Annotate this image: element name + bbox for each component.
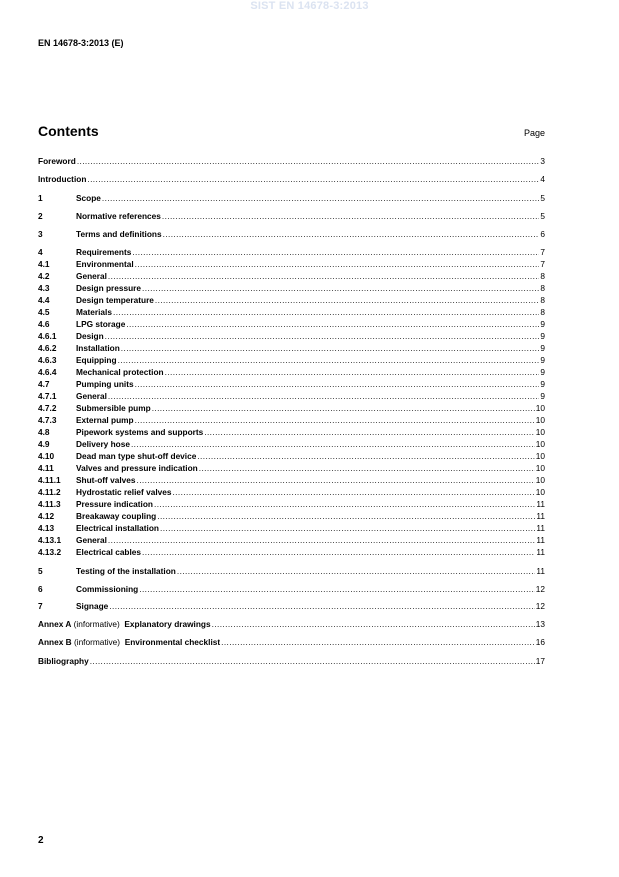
toc-entry-title: Annex B (informative) Environmental checklist: [38, 637, 221, 647]
toc-entry[interactable]: [38, 403, 545, 414]
toc-entry-page: 10: [535, 487, 545, 497]
toc-entry-number: 4.11.3: [38, 499, 61, 509]
toc-entry-title: Signage: [76, 601, 109, 611]
toc-entry-page: 10: [535, 403, 545, 413]
toc-entry[interactable]: [38, 283, 545, 294]
toc-entry[interactable]: [38, 475, 545, 486]
toc-dot-leader: [160, 523, 535, 534]
toc-entry-title: Design temperature: [76, 295, 154, 305]
toc-entry-number: 4.13.2: [38, 547, 62, 557]
toc-entry-title: External pump: [76, 415, 134, 425]
toc-entry-page: 12: [535, 584, 545, 594]
toc-entry-title: Requirements: [76, 247, 132, 257]
toc-entry-title: Pressure indication: [76, 499, 154, 509]
toc-entry-number: 4.4: [38, 295, 50, 305]
toc-dot-leader: [142, 283, 539, 294]
toc-entry-page: 10: [535, 415, 545, 425]
toc-entry[interactable]: [38, 193, 545, 204]
toc-entry-title: Dead man type shut-off device: [76, 451, 197, 461]
toc-dot-leader: [172, 487, 534, 498]
toc-entry-title: Shut-off valves: [76, 475, 136, 485]
toc-entry-qualifier: (informative): [71, 637, 125, 647]
toc-entry-page: 10: [535, 451, 545, 461]
toc-entry[interactable]: [38, 174, 545, 185]
toc-entry-number: 6: [38, 584, 43, 594]
toc-entry-title: Design: [76, 331, 104, 341]
toc-dot-leader: [126, 319, 539, 330]
toc-entry[interactable]: [38, 511, 545, 522]
toc-dot-leader: [142, 547, 535, 558]
toc-dot-leader: [108, 535, 535, 546]
toc-dot-leader: [135, 259, 540, 270]
toc-dot-leader: [139, 584, 535, 595]
toc-entry-number: 4.13: [38, 523, 55, 533]
toc-entry-page: 10: [535, 439, 545, 449]
toc-dot-leader: [77, 156, 540, 167]
toc-entry-page: 11: [536, 511, 545, 521]
toc-entry[interactable]: [38, 637, 545, 648]
toc-dot-leader: [136, 475, 534, 486]
toc-entry-number: 2: [38, 211, 43, 221]
toc-entry-page: 10: [535, 427, 545, 437]
toc-entry-subtitle: Environmental checklist: [124, 637, 221, 647]
toc-dot-leader: [108, 391, 539, 402]
toc-entry-title: Delivery hose: [76, 439, 130, 449]
toc-entry-number: 4.6.4: [38, 367, 57, 377]
toc-entry[interactable]: [38, 259, 545, 270]
toc-dot-leader: [102, 193, 539, 204]
toc-entry-title: Materials: [76, 307, 112, 317]
toc-dot-leader: [162, 211, 540, 222]
toc-entry-page: 10: [535, 475, 545, 485]
toc-dot-leader: [132, 247, 539, 258]
toc-dot-leader: [87, 174, 539, 185]
toc-entry-title: Commissioning: [76, 584, 139, 594]
toc-entry-number: 4: [38, 247, 43, 257]
toc-entry-title: Electrical cables: [76, 547, 142, 557]
toc-entry-number: 4.6: [38, 319, 50, 329]
toc-entry-page: 11: [536, 523, 545, 533]
toc-entry[interactable]: [38, 391, 545, 402]
toc-entry-number: 4.13.1: [38, 535, 62, 545]
toc-entry-page: 3: [540, 156, 545, 166]
toc-entry[interactable]: [38, 415, 545, 426]
toc-entry[interactable]: [38, 427, 545, 438]
toc-entry[interactable]: [38, 295, 545, 306]
toc-entry-title: Foreword: [38, 156, 76, 166]
toc-dot-leader: [199, 463, 535, 474]
toc-entry-page: 9: [540, 355, 545, 365]
toc-entry-page: 7: [540, 259, 545, 269]
toc-entry-number: 4.11.1: [38, 475, 61, 485]
toc-entry-title: Pumping units: [76, 379, 134, 389]
toc-dot-leader: [155, 295, 539, 306]
toc-entry-page: 7: [540, 247, 545, 257]
toc-entry-qualifier: (informative): [71, 619, 125, 629]
toc-dot-leader: [131, 439, 535, 450]
toc-dot-leader: [118, 355, 540, 366]
toc-entry[interactable]: [38, 271, 545, 282]
toc-entry-page: 5: [540, 211, 545, 221]
toc-entry-title: Introduction: [38, 174, 87, 184]
toc-entry[interactable]: [38, 367, 545, 378]
toc-entry-title: Mechanical protection: [76, 367, 164, 377]
toc-entry-title: Terms and definitions: [76, 229, 162, 239]
toc-entry-page: 9: [540, 319, 545, 329]
toc-dot-leader: [157, 511, 535, 522]
toc-entry-title: General: [76, 535, 107, 545]
contents-heading: Contents: [38, 123, 99, 139]
toc-dot-leader: [163, 229, 540, 240]
toc-entry-page: 12: [535, 601, 545, 611]
toc-entry-subtitle: Explanatory drawings: [124, 619, 211, 629]
toc-entry[interactable]: [38, 439, 545, 450]
toc-entry-number: 4.6.1: [38, 331, 57, 341]
toc-entry-page: 4: [540, 174, 545, 184]
toc-entry-number: 4.7.3: [38, 415, 57, 425]
toc-entry-title: Installation: [76, 343, 120, 353]
toc-entry-title: LPG storage: [76, 319, 126, 329]
toc-entry-page: 10: [535, 463, 545, 473]
toc-entry-title: Bibliography: [38, 656, 89, 666]
toc-entry-page: 6: [540, 229, 545, 239]
toc-entry-page: 9: [540, 379, 545, 389]
toc-entry-number: 7: [38, 601, 43, 611]
toc-entry[interactable]: [38, 355, 545, 366]
toc-entry-number: 4.6.3: [38, 355, 57, 365]
toc-entry-page: 9: [540, 391, 545, 401]
toc-entry[interactable]: [38, 535, 545, 546]
toc-entry-number: 4.7.2: [38, 403, 57, 413]
toc-entry[interactable]: [38, 619, 545, 630]
toc-entry[interactable]: [38, 229, 545, 240]
toc-entry-title: Electrical installation: [76, 523, 159, 533]
toc-entry-number: 4.12: [38, 511, 55, 521]
document-identifier: EN 14678-3:2013 (E): [38, 38, 124, 48]
toc-entry-number: 4.10: [38, 451, 55, 461]
toc-dot-leader: [121, 343, 540, 354]
toc-dot-leader: [212, 619, 535, 630]
toc-entry-title: Design pressure: [76, 283, 142, 293]
toc-dot-leader: [165, 367, 540, 378]
toc-entry-title: Normative references: [76, 211, 161, 221]
toc-entry-title: Breakaway coupling: [76, 511, 157, 521]
page-number: 2: [38, 835, 44, 846]
toc-entry-title: Equipping: [76, 355, 117, 365]
toc-dot-leader: [177, 566, 536, 577]
toc-entry-page: 13: [535, 619, 545, 629]
toc-entry-title: Pipework systems and supports: [76, 427, 204, 437]
toc-entry[interactable]: [38, 547, 545, 558]
toc-entry[interactable]: [38, 584, 545, 595]
toc-entry-page: 9: [540, 367, 545, 377]
toc-entry[interactable]: [38, 247, 545, 258]
toc-dot-leader: [197, 451, 534, 462]
toc-dot-leader: [90, 656, 535, 667]
toc-dot-leader: [105, 331, 540, 342]
toc-entry-number: 4.1: [38, 259, 50, 269]
toc-dot-leader: [204, 427, 535, 438]
toc-entry-page: 8: [540, 271, 545, 281]
toc-entry-number: 4.2: [38, 271, 50, 281]
toc-entry[interactable]: [38, 656, 545, 667]
toc-entry-title: Testing of the installation: [76, 566, 176, 576]
toc-entry-page: 8: [540, 307, 545, 317]
toc-entry-page: 11: [536, 499, 545, 509]
toc-dot-leader: [152, 403, 535, 414]
toc-entry-title: General: [76, 271, 107, 281]
toc-entry-number: 1: [38, 193, 43, 203]
toc-entry-number: 4.7.1: [38, 391, 57, 401]
toc-dot-leader: [154, 499, 535, 510]
toc-dot-leader: [109, 601, 534, 612]
toc-entry-title: Submersible pump: [76, 403, 151, 413]
toc-entry-number: 4.5: [38, 307, 50, 317]
toc-entry[interactable]: [38, 499, 545, 510]
toc-entry-number: 5: [38, 566, 43, 576]
toc-entry[interactable]: [38, 463, 545, 474]
toc-entry[interactable]: [38, 601, 545, 612]
toc-entry-title: Valves and pressure indication: [76, 463, 198, 473]
toc-entry-page: 11: [536, 566, 545, 576]
toc-entry-number: 4.6.2: [38, 343, 57, 353]
toc-entry[interactable]: [38, 451, 545, 462]
toc-entry-title: Annex A (informative) Explanatory drawings: [38, 619, 211, 629]
toc-entry-page: 16: [535, 637, 545, 647]
toc-dot-leader: [108, 271, 539, 282]
toc-entry[interactable]: [38, 566, 545, 577]
toc-entry[interactable]: [38, 211, 545, 222]
page-column-header: Page: [523, 128, 545, 138]
toc-entry-page: 11: [536, 547, 545, 557]
toc-entry-page: 8: [540, 283, 545, 293]
toc-entry-number: 4.7: [38, 379, 50, 389]
toc-entry-page: 17: [535, 656, 545, 666]
toc-entry[interactable]: [38, 319, 545, 330]
toc-dot-leader: [135, 415, 535, 426]
toc-entry-number: 3: [38, 229, 43, 239]
toc-entry-number: 4.11: [38, 463, 54, 473]
toc-entry[interactable]: [38, 331, 545, 342]
toc-entry-page: 11: [536, 535, 545, 545]
toc-entry-title: Environmental: [76, 259, 134, 269]
toc-entry[interactable]: [38, 156, 545, 167]
toc-entry-page: 9: [540, 343, 545, 353]
toc-entry-page: 8: [540, 295, 545, 305]
toc-entry-title: Hydrostatic relief valves: [76, 487, 172, 497]
toc-entry-title: General: [76, 391, 107, 401]
toc-dot-leader: [135, 379, 540, 390]
toc-dot-leader: [221, 637, 535, 648]
toc-entry-title: Scope: [76, 193, 101, 203]
toc-entry[interactable]: [38, 307, 545, 318]
toc-entry-number: 4.3: [38, 283, 50, 293]
toc-entry[interactable]: [38, 343, 545, 354]
toc-entry[interactable]: [38, 379, 545, 390]
toc-entry-number: 4.8: [38, 427, 50, 437]
toc-entry-number: 4.9: [38, 439, 50, 449]
watermark: SIST EN 14678-3:2013: [250, 0, 369, 12]
toc-entry-page: 9: [540, 331, 545, 341]
toc-entry-number: 4.11.2: [38, 487, 61, 497]
toc-entry-page: 5: [540, 193, 545, 203]
toc-dot-leader: [113, 307, 539, 318]
toc-entry[interactable]: [38, 523, 545, 534]
toc-entry[interactable]: [38, 487, 545, 498]
